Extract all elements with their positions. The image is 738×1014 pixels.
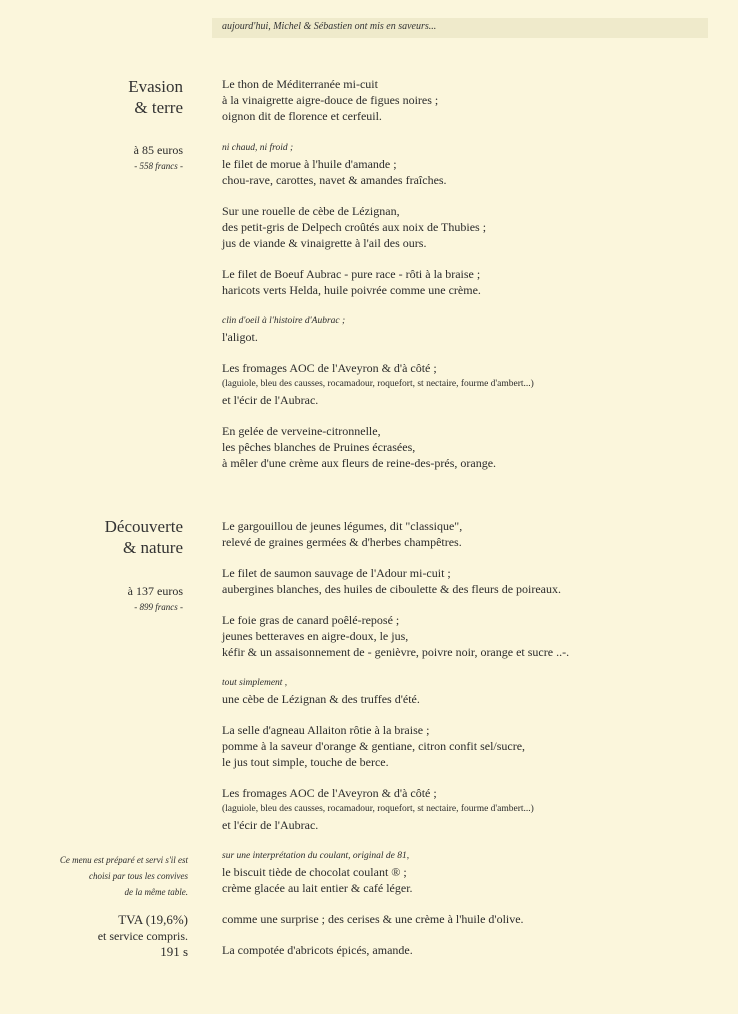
menu-section-decouverte [222, 518, 712, 958]
dish-line: comme une surprise ; des cerises & une crème à l'huile d'olive. [222, 912, 524, 926]
dish-line: En gelée de verveine-citronnelle, [222, 424, 381, 438]
dish-line: (laguiole, bleu des causses, rocamadour, roquefort, st nectaire, fourme d'ambert...) [222, 804, 534, 814]
dish-line: tout simplement , [222, 678, 288, 688]
dish-line: à mêler d'une crème aux fleurs de reine-des-prés, orange. [222, 456, 497, 470]
price-euros: à 137 euros [127, 584, 183, 598]
section-title-decouverte [105, 516, 183, 558]
dish [222, 612, 712, 660]
dish-line: aubergines blanches, des huiles de ciboulette & des fleurs de poireaux. [222, 582, 562, 596]
dish-line: le filet de morue à l'huile d'amande ; [222, 157, 397, 171]
dish-line: pomme à la saveur d'orange & gentiane, citron confit sel/sucre, [222, 739, 526, 753]
price-euros: à 85 euros [133, 143, 183, 157]
dish-line: Les fromages AOC de l'Aveyron & d'à côté ; [222, 786, 437, 800]
dish-line: le jus tout simple, touche de berce. [222, 755, 389, 769]
dish [222, 518, 712, 550]
dish [222, 203, 712, 251]
note-line: Ce menu est préparé et servi s'il est [59, 855, 188, 865]
dish-line: des petit-gris de Delpech croûtés aux noix de Thubies ; [222, 220, 487, 234]
menu-code: 191 s [160, 944, 188, 959]
dish-line: crème glacée au lait entier & café léger. [222, 881, 413, 895]
dish [222, 785, 712, 833]
dish-line: Le filet de Boeuf Aubrac - pure race - rôti à la braise ; [222, 267, 481, 281]
dish-line: Les fromages AOC de l'Aveyron & d'à côté ; [222, 361, 437, 375]
tva-label: TVA (19,6%) [118, 912, 188, 927]
dish [222, 942, 712, 958]
section-price-evasion [134, 142, 183, 174]
dish [222, 266, 712, 298]
dish-line: à la vinaigrette aigre-douce de figues noires ; [222, 93, 439, 107]
dish-line: Le foie gras de canard poêlé-reposé ; [222, 613, 400, 627]
price-francs: - 899 francs - [134, 602, 183, 612]
dish-line: kéfir & un assaisonnement de - genièvre, poivre noir, orange et sucre ..-. [222, 645, 570, 659]
note-line: choisi par tous les convives [89, 871, 188, 881]
dish [222, 76, 712, 124]
section-title-line: & nature [123, 538, 183, 557]
dish-line: Le filet de saumon sauvage de l'Adour mi-cuit ; [222, 566, 451, 580]
dish-line: l'aligot. [222, 330, 258, 344]
dish [222, 313, 712, 345]
dish-line: relevé de graines germées & d'herbes champêtres. [222, 535, 462, 549]
dish-line: Le gargouillou de jeunes légumes, dit "classique", [222, 519, 463, 533]
dish [222, 423, 712, 471]
dish-line: et l'écir de l'Aubrac. [222, 818, 319, 832]
note-line: de la même table. [124, 887, 188, 897]
section-price-decouverte [128, 583, 183, 615]
section-title-line: Découverte [104, 517, 183, 536]
dish-line: jus de viande & vinaigrette à l'ail des ours. [222, 236, 427, 250]
dish-line: clin d'oeil à l'histoire d'Aubrac ; [222, 316, 346, 326]
price-francs: - 558 francs - [134, 161, 183, 171]
dish-line: sur une interprétation du coulant, original de 81, [222, 851, 410, 861]
dish-line: une cèbe de Lézignan & des truffes d'été. [222, 692, 420, 706]
dish [222, 140, 712, 188]
dish-line: ni chaud, ni froid ; [222, 143, 294, 153]
dish-line: La compotée d'abricots épicés, amande. [222, 943, 413, 957]
dish-line: Le thon de Méditerranée mi-cuit [222, 77, 378, 91]
tva-note [98, 912, 188, 960]
header-bar [212, 18, 708, 38]
section-title-line: & terre [134, 98, 183, 117]
dish-line: chou-rave, carottes, navet & amandes fraîches. [222, 173, 447, 187]
section-title-line: Evasion [128, 77, 183, 96]
dish-line: jeunes betteraves en aigre-doux, le jus, [222, 629, 409, 643]
dish-line: Sur une rouelle de cèbe de Lézignan, [222, 204, 400, 218]
dish-line: les pêches blanches de Pruines écrasées, [222, 440, 416, 454]
header-subtitle: aujourd'hui, Michel & Sébastien ont mis en saveurs... [222, 21, 437, 32]
dish-line: (laguiole, bleu des causses, rocamadour, roquefort, st nectaire, fourme d'ambert...) [222, 379, 534, 389]
dish [222, 722, 712, 770]
dish-line: La selle d'agneau Allaiton rôtie à la braise ; [222, 723, 430, 737]
service-label: et service compris. [97, 929, 188, 943]
dish-line: et l'écir de l'Aubrac. [222, 393, 319, 407]
dish [222, 360, 712, 408]
dish [222, 675, 712, 707]
table-note [0, 852, 188, 900]
dish-line: oignon dit de florence et cerfeuil. [222, 109, 382, 123]
dish [222, 565, 712, 597]
dish-line: haricots verts Helda, huile poivrée comme une crème. [222, 283, 481, 297]
dish-line: le biscuit tiède de chocolat coulant ® ; [222, 865, 407, 879]
menu-section-evasion [222, 76, 712, 471]
section-title-evasion [128, 76, 183, 118]
dish [222, 848, 712, 896]
dish [222, 911, 712, 927]
